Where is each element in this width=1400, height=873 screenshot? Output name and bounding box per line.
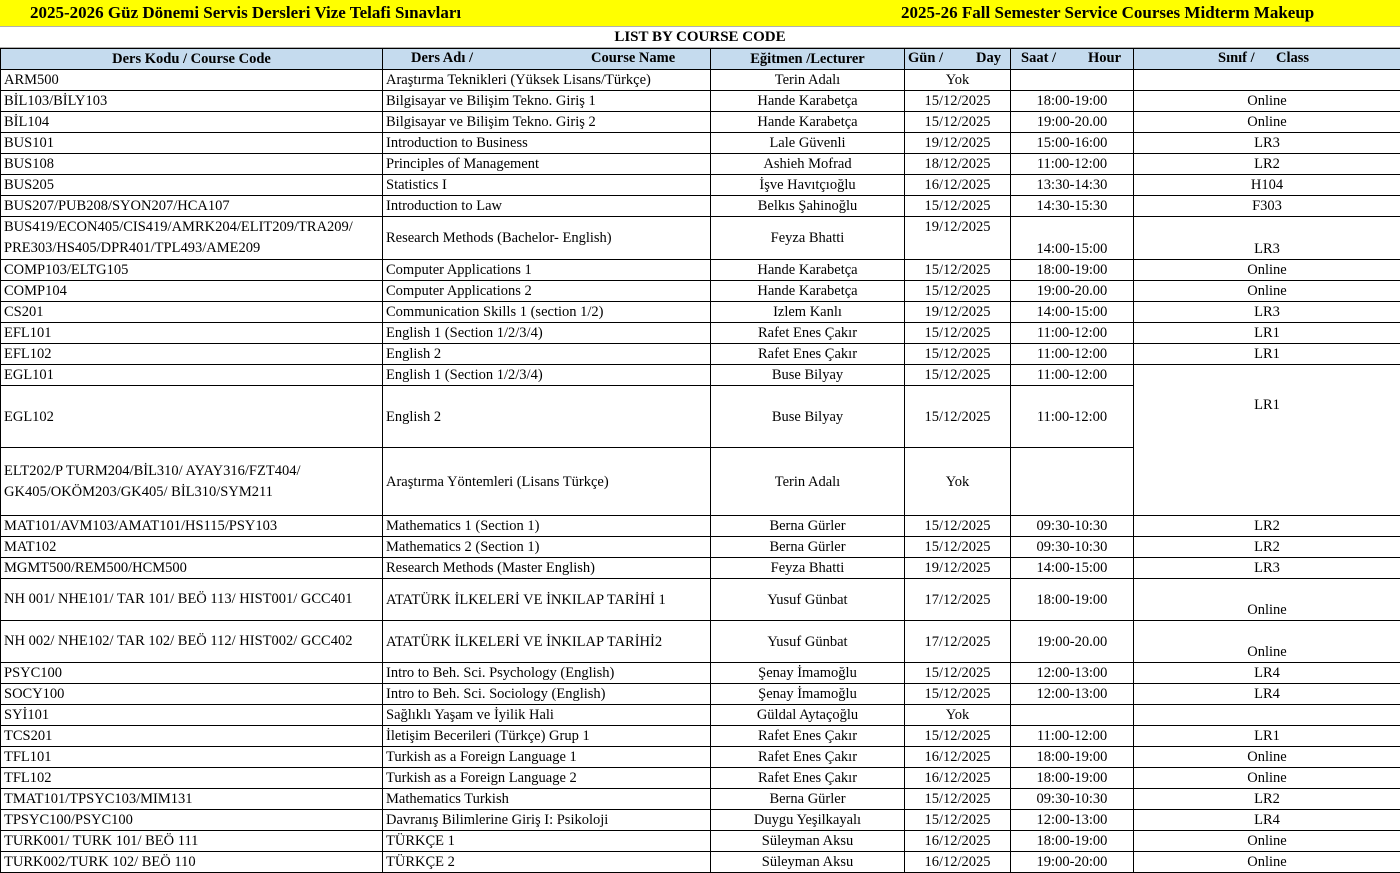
day-cell: 15/12/2025: [905, 789, 1011, 810]
hour-cell: 11:00-12:00: [1011, 365, 1134, 386]
table-row: [1, 91, 1400, 112]
class-cell: Online: [1134, 281, 1400, 302]
header-day-tr: Gün /: [908, 50, 943, 67]
day-cell: 15/12/2025: [905, 365, 1011, 386]
course-code-cell: EFL101: [1, 323, 383, 344]
course-name-cell: Computer Applications 2: [383, 281, 711, 302]
course-name-cell: Mathematics 1 (Section 1): [383, 516, 711, 537]
day-cell: 15/12/2025: [905, 260, 1011, 281]
hour-cell: 09:30-10:30: [1011, 516, 1134, 537]
table-row: [1, 537, 1400, 558]
course-name-cell: English 1 (Section 1/2/3/4): [383, 365, 711, 386]
class-cell: LR3: [1134, 302, 1400, 323]
table-row: [1, 810, 1400, 831]
class-cell: Online: [1134, 260, 1400, 281]
course-name-cell: Araştırma Teknikleri (Yüksek Lisans/Türkçe): [383, 70, 711, 91]
header-course-name: [383, 49, 711, 70]
course-name-cell: Araştırma Yöntemleri (Lisans Türkçe): [383, 448, 711, 516]
day-cell: 15/12/2025: [905, 810, 1011, 831]
course-name-cell: Bilgisayar ve Bilişim Tekno. Giriş 1: [383, 91, 711, 112]
course-code-cell: TURK002/TURK 102/ BEÖ 110: [1, 852, 383, 873]
course-code-cell: MAT102: [1, 537, 383, 558]
course-code-cell: COMP103/ELTG105: [1, 260, 383, 281]
course-name-cell: Turkish as a Foreign Language 1: [383, 747, 711, 768]
lecturer-cell: Hande Karabetça: [711, 91, 905, 112]
table-row: [1, 196, 1400, 217]
lecturer-cell: Izlem Kanlı: [711, 302, 905, 323]
class-cell: [1134, 70, 1400, 91]
class-cell: H104: [1134, 175, 1400, 196]
table-row: [1, 154, 1400, 175]
lecturer-cell: Lale Güvenli: [711, 133, 905, 154]
hour-cell: 11:00-12:00: [1011, 726, 1134, 747]
course-code-cell: TFL101: [1, 747, 383, 768]
list-title: LIST BY COURSE CODE: [0, 27, 1400, 48]
table-row: [1, 726, 1400, 747]
table-row: [1, 663, 1400, 684]
table-row: [1, 344, 1400, 365]
lecturer-cell: Yusuf Günbat: [711, 579, 905, 621]
lecturer-cell: Şenay İmamoğlu: [711, 663, 905, 684]
class-cell: LR2: [1134, 516, 1400, 537]
class-cell: [1134, 705, 1400, 726]
exam-schedule-table: [0, 48, 1400, 873]
course-code-cell: BİL104: [1, 112, 383, 133]
class-cell: Online: [1134, 831, 1400, 852]
table-row: [1, 281, 1400, 302]
table-row: [1, 789, 1400, 810]
course-code-cell: BUS207/PUB208/SYON207/HCA107: [1, 196, 383, 217]
lecturer-cell: Berna Gürler: [711, 537, 905, 558]
header-day: [905, 49, 1011, 70]
banner-title-english: 2025-26 Fall Semester Service Courses Midterm Makeup: [901, 3, 1314, 23]
header-hour-tr: Saat /: [1021, 50, 1056, 67]
table-row: [1, 684, 1400, 705]
hour-cell: 18:00-19:00: [1011, 768, 1134, 789]
course-code-cell: NH 002/ NHE102/ TAR 102/ BEÖ 112/ HIST002/ GCC402: [1, 621, 383, 663]
course-name-cell: Introduction to Business: [383, 133, 711, 154]
course-name-cell: Research Methods (Master English): [383, 558, 711, 579]
day-cell: 17/12/2025: [905, 621, 1011, 663]
lecturer-cell: Terin Adalı: [711, 70, 905, 91]
table-row: [1, 831, 1400, 852]
class-cell: LR4: [1134, 663, 1400, 684]
course-name-cell: English 1 (Section 1/2/3/4): [383, 323, 711, 344]
day-cell: 15/12/2025: [905, 726, 1011, 747]
header-course-code: Ders Kodu / Course Code: [1, 49, 383, 70]
day-cell: 15/12/2025: [905, 112, 1011, 133]
table-row: [1, 302, 1400, 323]
course-code-cell: ELT202/P TURM204/BİL310/ AYAY316/FZT404/ GK405/OKÖM203/GK405/ BİL310/SYM211: [1, 448, 383, 516]
hour-cell: 14:00-15:00: [1011, 217, 1134, 260]
table-row: [1, 217, 1400, 260]
course-name-cell: Davranış Bilimlerine Giriş I: Psikoloji: [383, 810, 711, 831]
hour-cell: 19:00-20.00: [1011, 281, 1134, 302]
course-name-cell: Intro to Beh. Sci. Sociology (English): [383, 684, 711, 705]
lecturer-cell: Rafet Enes Çakır: [711, 747, 905, 768]
lecturer-cell: Ashieh Mofrad: [711, 154, 905, 175]
header-day-en: Day: [976, 50, 1001, 67]
day-cell: 15/12/2025: [905, 281, 1011, 302]
course-code-cell: NH 001/ NHE101/ TAR 101/ BEÖ 113/ HIST001/ GCC401: [1, 579, 383, 621]
lecturer-cell: Rafet Enes Çakır: [711, 344, 905, 365]
table-row: [1, 323, 1400, 344]
day-cell: 15/12/2025: [905, 344, 1011, 365]
hour-cell: 13:30-14:30: [1011, 175, 1134, 196]
class-cell: LR4: [1134, 810, 1400, 831]
class-cell: LR4: [1134, 684, 1400, 705]
course-code-cell: TMAT101/TPSYC103/MIM131: [1, 789, 383, 810]
course-name-cell: Turkish as a Foreign Language 2: [383, 768, 711, 789]
course-code-cell: TCS201: [1, 726, 383, 747]
class-cell: Online: [1134, 579, 1400, 621]
class-cell: LR2: [1134, 154, 1400, 175]
lecturer-cell: Berna Gürler: [711, 516, 905, 537]
day-cell: 18/12/2025: [905, 154, 1011, 175]
day-cell: 16/12/2025: [905, 831, 1011, 852]
class-cell: LR1: [1134, 323, 1400, 344]
lecturer-cell: Terin Adalı: [711, 448, 905, 516]
header-class-en: Class: [1276, 50, 1309, 67]
course-name-cell: Sağlıklı Yaşam ve İyilik Hali: [383, 705, 711, 726]
lecturer-cell: Buse Bilyay: [711, 386, 905, 448]
course-code-cell: SYİ101: [1, 705, 383, 726]
hour-cell: 14:00-15:00: [1011, 302, 1134, 323]
hour-cell: 15:00-16:00: [1011, 133, 1134, 154]
day-cell: 15/12/2025: [905, 196, 1011, 217]
table-header-row: [1, 49, 1400, 70]
lecturer-cell: Yusuf Günbat: [711, 621, 905, 663]
lecturer-cell: Belkıs Şahinoğlu: [711, 196, 905, 217]
course-code-cell: ARM500: [1, 70, 383, 91]
class-cell: F303: [1134, 196, 1400, 217]
title-banner: [0, 0, 1400, 27]
day-cell: Yok: [905, 705, 1011, 726]
class-cell: LR3: [1134, 133, 1400, 154]
day-cell: 15/12/2025: [905, 537, 1011, 558]
hour-cell: 11:00-12:00: [1011, 323, 1134, 344]
day-cell: Yok: [905, 70, 1011, 91]
lecturer-cell: Şenay İmamoğlu: [711, 684, 905, 705]
course-name-cell: Communication Skills 1 (section 1/2): [383, 302, 711, 323]
lecturer-cell: Buse Bilyay: [711, 365, 905, 386]
course-name-cell: ATATÜRK İLKELERİ VE İNKILAP TARİHİ 1: [383, 579, 711, 621]
hour-cell: 11:00-12:00: [1011, 154, 1134, 175]
course-name-cell: English 2: [383, 386, 711, 448]
header-lecturer: Eğitmen /Lecturer: [711, 49, 905, 70]
day-cell: 19/12/2025: [905, 558, 1011, 579]
header-course-name-en: Course Name: [591, 50, 675, 67]
hour-cell: 19:00-20.00: [1011, 112, 1134, 133]
course-name-cell: Statistics I: [383, 175, 711, 196]
course-name-cell: Bilgisayar ve Bilişim Tekno. Giriş 2: [383, 112, 711, 133]
course-name-cell: Mathematics 2 (Section 1): [383, 537, 711, 558]
table-row: [1, 112, 1400, 133]
day-cell: 15/12/2025: [905, 386, 1011, 448]
header-hour-en: Hour: [1088, 50, 1121, 67]
day-cell: 15/12/2025: [905, 516, 1011, 537]
lecturer-cell: Feyza Bhatti: [711, 558, 905, 579]
lecturer-cell: İşve Havıtçıoğlu: [711, 175, 905, 196]
hour-cell: 09:30-10:30: [1011, 537, 1134, 558]
hour-cell: 12:00-13:00: [1011, 810, 1134, 831]
table-row: [1, 175, 1400, 196]
table-row: [1, 365, 1400, 386]
class-cell: LR2: [1134, 537, 1400, 558]
hour-cell: 18:00-19:00: [1011, 579, 1134, 621]
class-cell: Online: [1134, 768, 1400, 789]
course-code-cell: MGMT500/REM500/HCM500: [1, 558, 383, 579]
hour-cell: 11:00-12:00: [1011, 386, 1134, 448]
header-course-name-tr: Ders Adı /: [411, 50, 473, 67]
lecturer-cell: Berna Gürler: [711, 789, 905, 810]
lecturer-cell: Duygu Yeşilkayalı: [711, 810, 905, 831]
day-cell: 15/12/2025: [905, 663, 1011, 684]
hour-cell: 14:00-15:00: [1011, 558, 1134, 579]
class-cell: Online: [1134, 91, 1400, 112]
day-cell: 15/12/2025: [905, 684, 1011, 705]
table-row: [1, 260, 1400, 281]
day-cell: 15/12/2025: [905, 323, 1011, 344]
course-code-cell: EGL102: [1, 386, 383, 448]
course-name-cell: Principles of Management: [383, 154, 711, 175]
hour-cell: [1011, 705, 1134, 726]
banner-title-turkish: 2025-2026 Güz Dönemi Servis Dersleri Vize Telafi Sınavları: [30, 3, 461, 23]
table-row: [1, 133, 1400, 154]
header-class: [1134, 49, 1400, 70]
hour-cell: 12:00-13:00: [1011, 663, 1134, 684]
lecturer-cell: Rafet Enes Çakır: [711, 323, 905, 344]
course-code-cell: EGL101: [1, 365, 383, 386]
course-code-cell: BUS108: [1, 154, 383, 175]
day-cell: 16/12/2025: [905, 768, 1011, 789]
course-code-cell: TPSYC100/PSYC100: [1, 810, 383, 831]
course-name-cell: Introduction to Law: [383, 196, 711, 217]
course-name-cell: Mathematics Turkish: [383, 789, 711, 810]
course-code-cell: SOCY100: [1, 684, 383, 705]
lecturer-cell: Güldal Aytaçoğlu: [711, 705, 905, 726]
course-code-cell: BUS101: [1, 133, 383, 154]
class-cell: Online: [1134, 112, 1400, 133]
course-name-cell: Research Methods (Bachelor- English): [383, 217, 711, 260]
table-row: [1, 705, 1400, 726]
day-cell: 19/12/2025: [905, 302, 1011, 323]
lecturer-cell: Rafet Enes Çakır: [711, 768, 905, 789]
hour-cell: 19:00-20.00: [1011, 621, 1134, 663]
hour-cell: 12:00-13:00: [1011, 684, 1134, 705]
hour-cell: 11:00-12:00: [1011, 344, 1134, 365]
course-name-cell: ATATÜRK İLKELERİ VE İNKILAP TARİHİ2: [383, 621, 711, 663]
lecturer-cell: Hande Karabetça: [711, 112, 905, 133]
table-row: [1, 579, 1400, 621]
lecturer-cell: Rafet Enes Çakır: [711, 726, 905, 747]
class-cell: LR1: [1134, 365, 1400, 516]
header-hour: [1011, 49, 1134, 70]
table-row: [1, 516, 1400, 537]
day-cell: 16/12/2025: [905, 747, 1011, 768]
course-name-cell: TÜRKÇE 1: [383, 831, 711, 852]
day-cell: 15/12/2025: [905, 91, 1011, 112]
day-cell: 16/12/2025: [905, 852, 1011, 873]
table-row: [1, 747, 1400, 768]
lecturer-cell: Hande Karabetça: [711, 281, 905, 302]
table-row: [1, 558, 1400, 579]
class-cell: LR1: [1134, 344, 1400, 365]
header-class-tr: Sınıf /: [1218, 50, 1255, 67]
course-name-cell: TÜRKÇE 2: [383, 852, 711, 873]
course-name-cell: Intro to Beh. Sci. Psychology (English): [383, 663, 711, 684]
hour-cell: [1011, 448, 1134, 516]
hour-cell: 09:30-10:30: [1011, 789, 1134, 810]
hour-cell: 14:30-15:30: [1011, 196, 1134, 217]
class-cell: Online: [1134, 747, 1400, 768]
lecturer-cell: Süleyman Aksu: [711, 831, 905, 852]
hour-cell: 18:00-19:00: [1011, 260, 1134, 281]
lecturer-cell: Süleyman Aksu: [711, 852, 905, 873]
course-code-cell: CS201: [1, 302, 383, 323]
day-cell: 19/12/2025: [905, 133, 1011, 154]
course-code-cell: COMP104: [1, 281, 383, 302]
course-code-cell: BUS419/ECON405/CIS419/AMRK204/ELIT209/TRA209/ PRE303/HS405/DPR401/TPL493/AME209: [1, 217, 383, 260]
course-code-cell: PSYC100: [1, 663, 383, 684]
course-code-cell: TFL102: [1, 768, 383, 789]
course-code-cell: MAT101/AVM103/AMAT101/HS115/PSY103: [1, 516, 383, 537]
class-cell: Online: [1134, 621, 1400, 663]
class-cell: Online: [1134, 852, 1400, 873]
course-code-cell: BİL103/BİLY103: [1, 91, 383, 112]
day-cell: 17/12/2025: [905, 579, 1011, 621]
table-row: [1, 768, 1400, 789]
lecturer-cell: Hande Karabetça: [711, 260, 905, 281]
table-row: [1, 852, 1400, 873]
class-cell: LR1: [1134, 726, 1400, 747]
day-cell: Yok: [905, 448, 1011, 516]
day-cell: 19/12/2025: [905, 217, 1011, 260]
class-cell: LR3: [1134, 217, 1400, 260]
table-row: [1, 621, 1400, 663]
course-name-cell: İletişim Becerileri (Türkçe) Grup 1: [383, 726, 711, 747]
course-code-cell: BUS205: [1, 175, 383, 196]
course-name-cell: English 2: [383, 344, 711, 365]
hour-cell: 19:00-20:00: [1011, 852, 1134, 873]
hour-cell: 18:00-19:00: [1011, 91, 1134, 112]
hour-cell: 18:00-19:00: [1011, 831, 1134, 852]
course-code-cell: EFL102: [1, 344, 383, 365]
course-code-cell: TURK001/ TURK 101/ BEÖ 111: [1, 831, 383, 852]
class-cell: LR2: [1134, 789, 1400, 810]
course-name-cell: Computer Applications 1: [383, 260, 711, 281]
class-cell: LR3: [1134, 558, 1400, 579]
hour-cell: [1011, 70, 1134, 91]
hour-cell: 18:00-19:00: [1011, 747, 1134, 768]
table-row: [1, 70, 1400, 91]
lecturer-cell: Feyza Bhatti: [711, 217, 905, 260]
day-cell: 16/12/2025: [905, 175, 1011, 196]
